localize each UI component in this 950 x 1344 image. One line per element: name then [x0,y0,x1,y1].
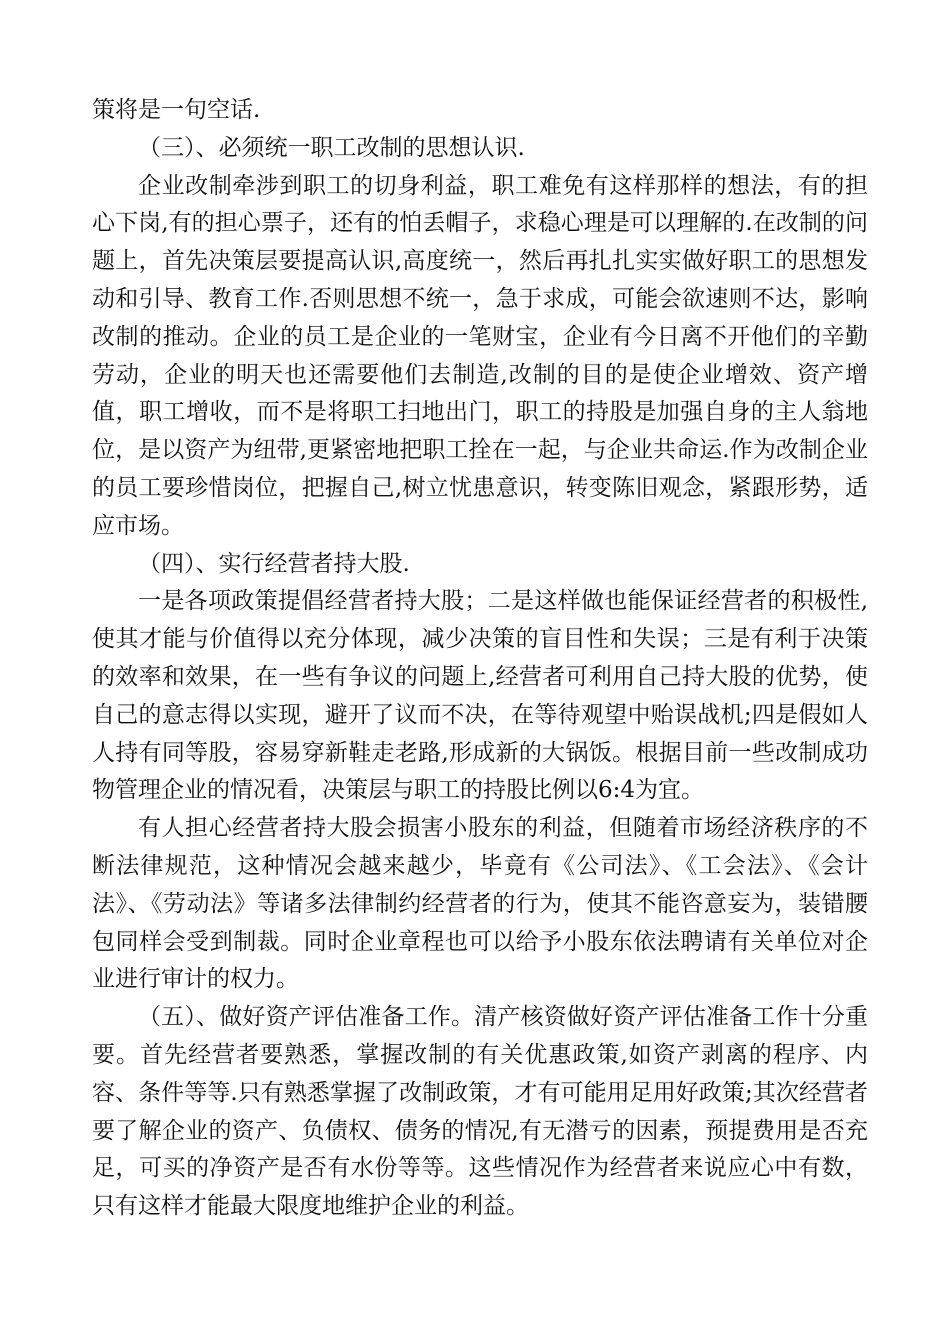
paragraph-continuation: 策将是一句空话. [92,97,261,123]
paragraph-minority-shareholders: 有人担心经营者持大股会损害小股东的利益，但随着市场经济秩序的不断法律规范，这种情况会越来越少，毕竟有《公司法》、《工会法》、《会计法》、《劳动法》等诸多法律制约经营者的行为，使其不能咨意妄为，装错腰包同样会受到制裁。同时企业章程也可以给予小股东依法聘请有关单位对企业进行审计的权力。 [92,815,868,993]
paragraph-staff-thinking: 企业改制牵涉到职工的切身利益，职工难免有这样那样的想法，有的担心下岗,有的担心票子，还有的怕丢帽子，求稳心理是可以理解的.在改制的问题上，首先决策层要提高认识,高度统一，然后再扎扎实实做好职工的思想发动和引导、教育工作.否则思想不统一，急于求成，可能会欲速则不达，影响改制的推动。企业的员工是企业的一笔财宝，企业有今日离不开他们的辛勤劳动，企业的明天也还需要他们去制造,改制的目的是使企业增效、资产增值，职工增收，而不是将职工扫地出门，职工的持股是加强自身的主人翁地位，是以资产为纽带,更紧密地把职工拴在一起，与企业共命运.作为改制企业的员工要珍惜岗位，把握自己,树立忧患意识，转变陈旧观念，紧跟形势，适应市场。 [92,172,868,539]
section-heading-three: （三）、必须统一职工改制的思想认识. [138,134,525,161]
paragraph-asset-evaluation: （五）、做好资产评估准备工作。清产核资做好资产评估准备工作十分重要。首先经营者要熟悉，掌握改制的有关优惠政策,如资产剥离的程序、内容、条件等等.只有熟悉掌握了改制政策，才有可能用足用好政策;其次经营者要了解企业的资产、负债权、债务的情况,有无潜亏的因素，预提费用是否充足，可买的净资产是否有水份等等。这些情况作为经营者来说应心中有数，只有这样才能最大限度地维护企业的利益。 [92,1004,868,1220]
paragraph-major-shareholding: 一是各项政策提倡经营者持大股；二是这样做也能保证经营者的积极性,使其才能与价值得以充分体现，减少决策的盲目性和失误；三是有利于决策的效率和效果，在一些有争议的问题上,经营者可利用自己持大股的优势，使自己的意志得以实现，避开了议而不决，在等待观望中贻误战机;四是假如人人持有同等股，容易穿新鞋走老路,形成新的大锅饭。根据目前一些改制成功物管理企业的情况看，决策层与职工的持股比例以6:4为宜。 [92,588,868,804]
section-heading-four: （四）、实行经营者持大股. [138,550,410,577]
document-body [92,92,868,1226]
